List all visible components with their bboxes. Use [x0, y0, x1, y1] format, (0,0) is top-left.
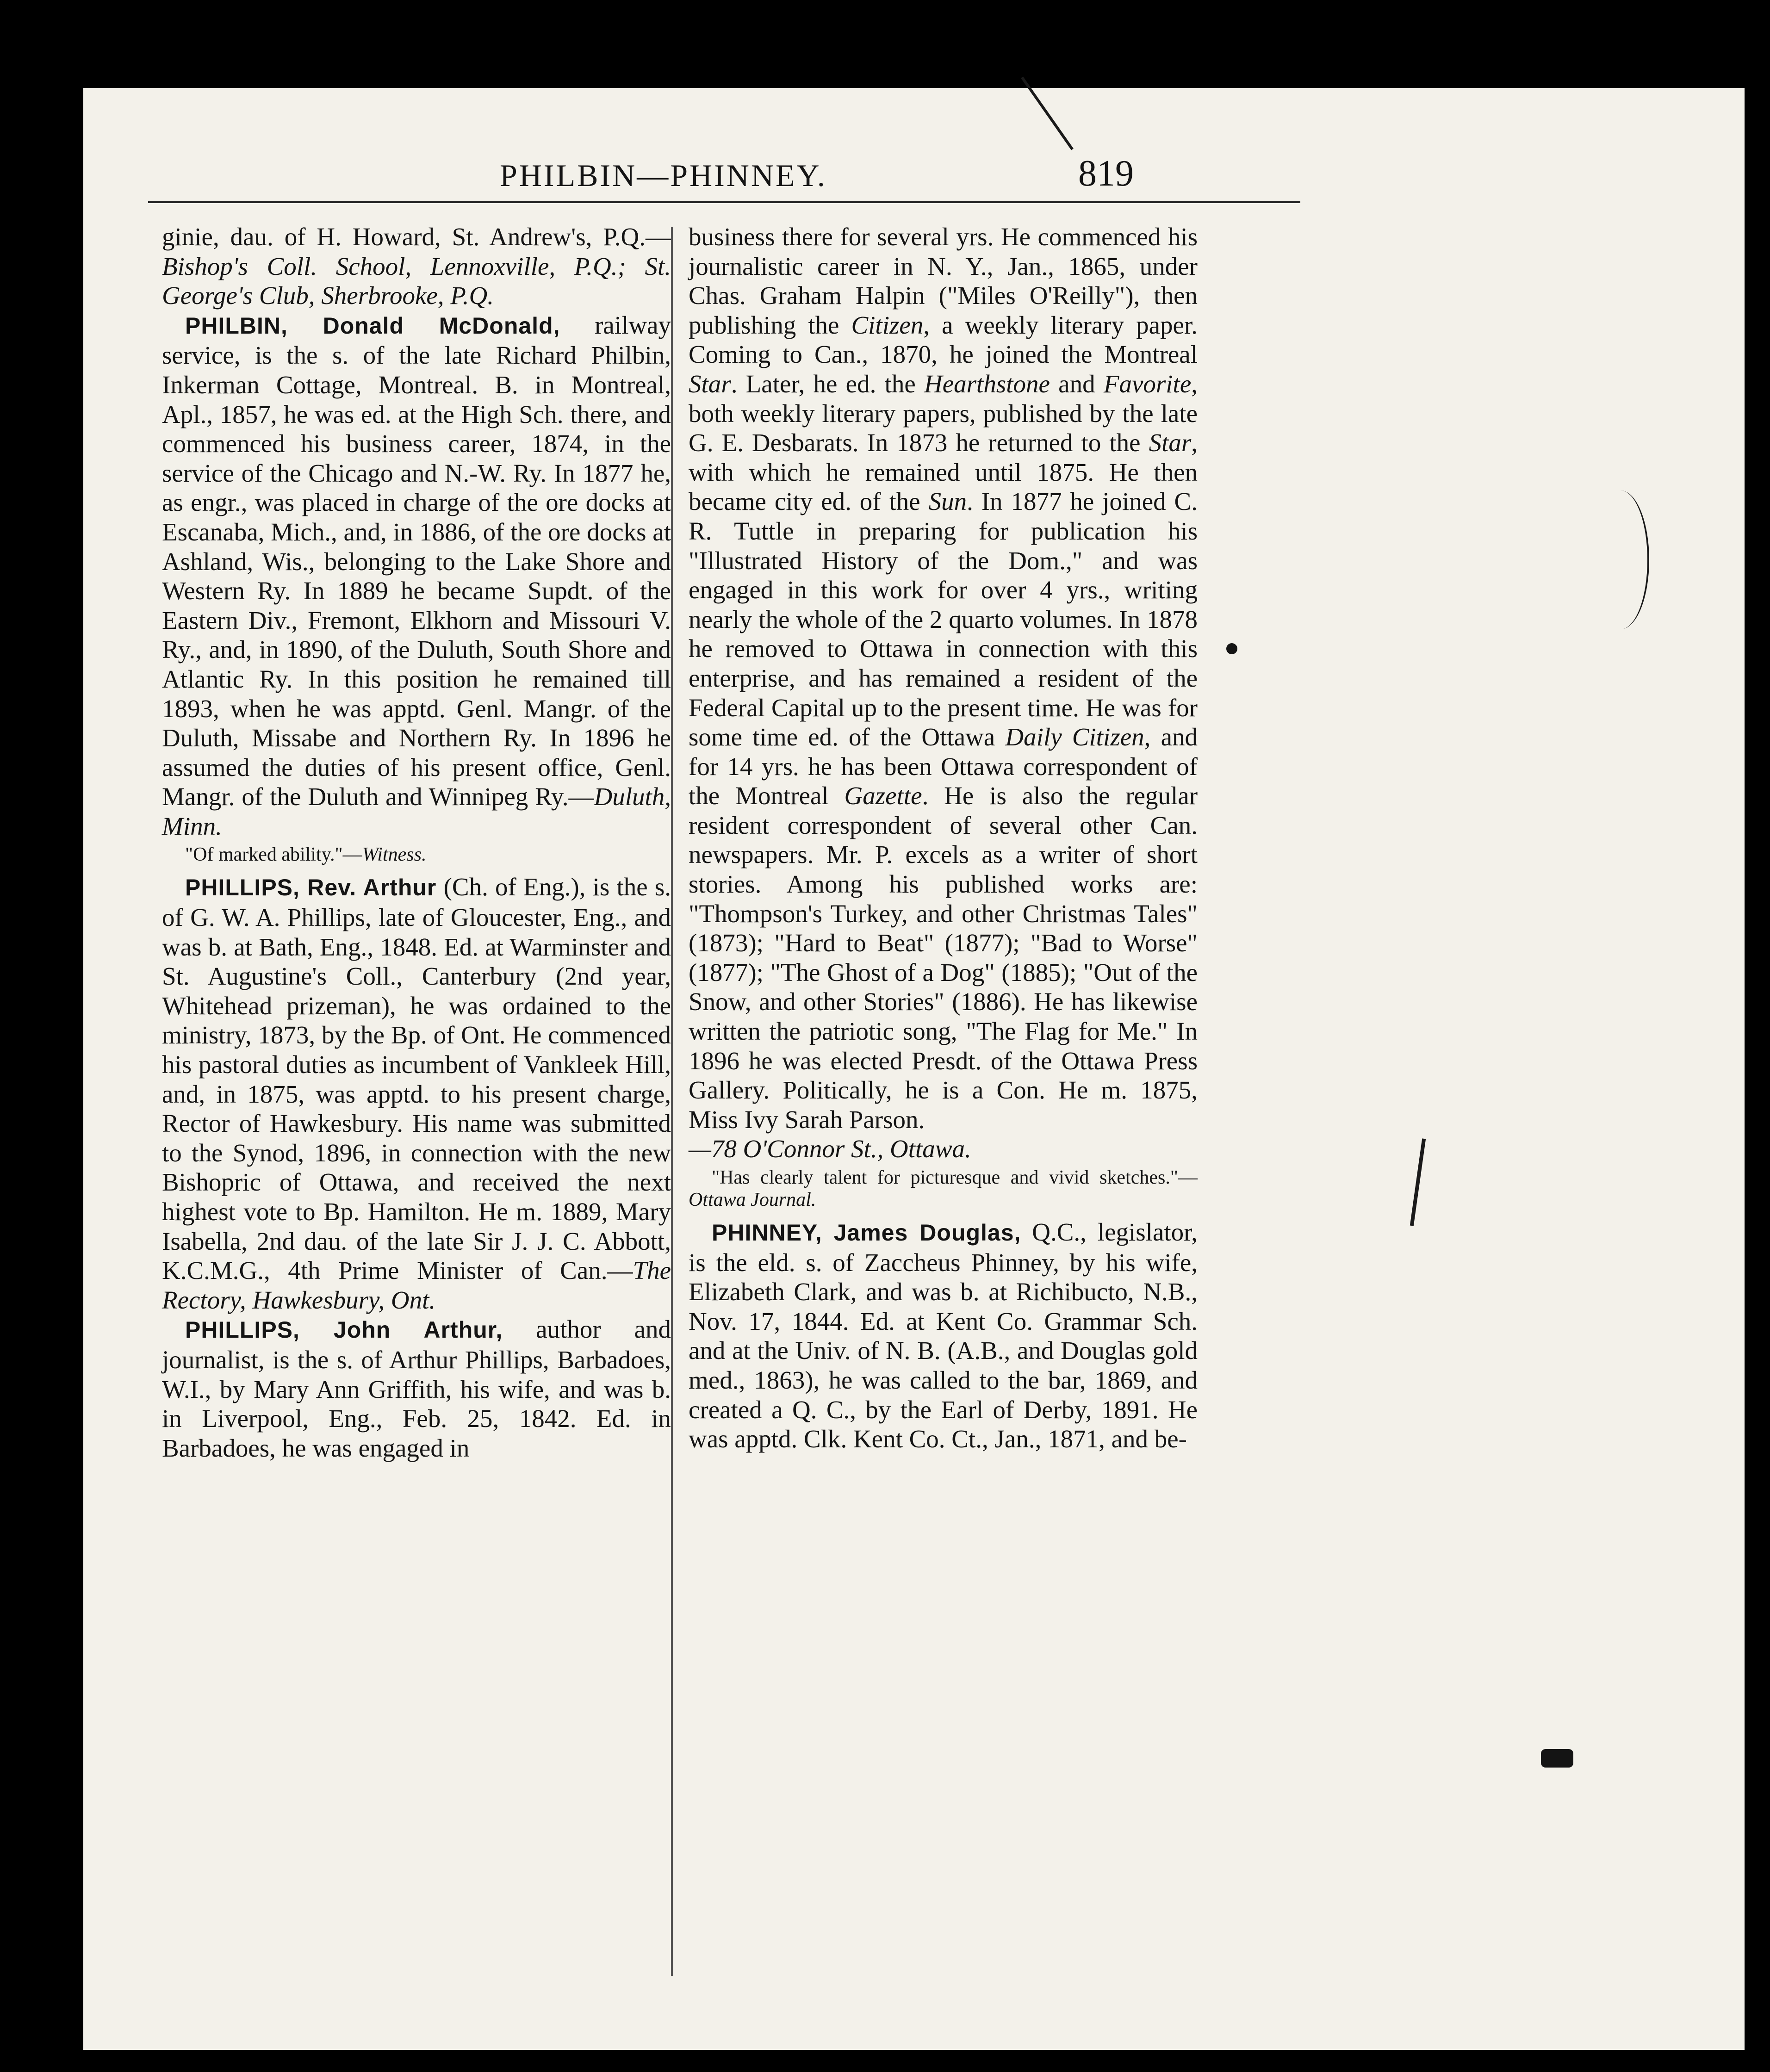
entry-quote	[162, 844, 671, 866]
body-text: business there for several yrs. He commenced his journalistic career in N. Y., Jan., 1865, under Chas. Graham Halpin ("Miles O'Reilly"), then publishing the	[689, 223, 1198, 339]
continuation-text: ginie, dau. of H. Howard, St. Andrew's, P.Q.—	[162, 223, 671, 251]
entry-phinney	[689, 1217, 1198, 1454]
left-column	[162, 222, 671, 1463]
entry-quote	[689, 1166, 1198, 1211]
entry-body: Q.C., legislator, is the eld. s. of Zaccheus Phinney, by his wife, Elizabeth Clark, and was b. at Richibucto, N.B., Nov. 17, 1844. Ed. at Kent Co. Grammar Sch. and at the Univ. of N. B. (A.B., and Douglas gold med., 1863), he was called to the bar, 1869, and created a Q. C., by the Earl of Derby, 1891. He was apptd. Clk. Kent Co. Ct., Jan., 1871, and be-	[689, 1218, 1198, 1453]
entry-philbin	[162, 310, 671, 841]
body-text: , with which he remained until 1875. He then became city ed. of the	[689, 428, 1198, 516]
continuation-entry	[162, 222, 671, 310]
body-text: , both weekly literary papers, published by the late G. E. Desbarats. In 1873 he returned to the	[689, 369, 1198, 457]
margin-mark	[1541, 1749, 1573, 1768]
publication-title: Star	[689, 369, 731, 398]
publication-title: Sun	[928, 487, 967, 516]
quote-text: "Of marked ability."—	[185, 844, 362, 866]
margin-mark	[1021, 76, 1074, 150]
entry-phillips-john	[162, 1315, 671, 1463]
body-text: . Later, he ed. the	[731, 369, 925, 398]
body-text: and	[1050, 369, 1104, 398]
body-text: . In 1877 he joined C. R. Tuttle in preparing for publication his "Illustrated History of the Dom.," and was engaged in this work for over 4 yrs., writing nearly the whole of the 2 quarto volumes. In 1878 he removed to Ottawa in connection with this enterprise, and has remained a resident of the Federal Capital up to the present time. He was for some time ed. of the Ottawa	[689, 487, 1198, 751]
publication-title: Citizen	[851, 310, 924, 339]
entry-phillips-john-continued	[689, 222, 1198, 1164]
entry-name: PHILLIPS, John Arthur,	[185, 1317, 503, 1343]
body-text: . He is also the regular resident correspondent of several other Can. newspapers. Mr. P. excels as a writer of short stories. Among his published works are: "Thompson's Turkey, and other Christmas Tales" (1873); "Hard to Beat" (1877); "Bad to Worse" (1877); "The Ghost of a Dog" (1885); "Out of the Snow, and other Stories" (1886). He has likewise written the patriotic song, "The Flag for Me." In 1896 he was elected Presdt. of the Ottawa Press Gallery. Politically, he is a Con. He m. 1875, Miss Ivy Sarah Parson.	[689, 782, 1198, 1134]
margin-mark	[1410, 1138, 1426, 1226]
entry-name: PHINNEY, James Douglas,	[712, 1220, 1021, 1246]
entry-name: PHILBIN, Donald McDonald,	[185, 312, 560, 339]
publication-title: Star	[1149, 428, 1192, 457]
entry-body: (Ch. of Eng.), is the s. of G. W. A. Phillips, late of Gloucester, Eng., and was b. at Bath, Eng., 1848. Ed. at Warminster and St. Augustine's Coll., Canterbury (2nd year, Whitehead prizeman), he was ordained to the ministry, 1873, by the Bp. of Ont. He commenced his pastoral duties as incumbent of Vankleek Hill, and, in 1875, was apptd. to his present charge, Rector of Hawkesbury. His name was submitted to the Synod, 1896, in connection with the new Bishopric of Ottawa, and received the next highest vote to Bp. Hamilton. He m. 1889, Mary Isabella, 2nd dau. of the late Sir J. J. C. Abbott, K.C.M.G., 4th Prime Minister of Can.—	[162, 873, 671, 1285]
quote-text: "Has clearly talent for picturesque and vivid sketches."—	[712, 1167, 1198, 1188]
scanned-page	[83, 88, 1745, 2050]
entry-address: Duluth, Minn.	[162, 782, 671, 840]
quote-source: Ottawa Journal.	[689, 1189, 816, 1210]
margin-mark	[1226, 643, 1237, 654]
publication-title: Hearthstone	[924, 369, 1050, 398]
continuation-address: Bishop's Coll. School, Lennoxville, P.Q.; St. George's Club, Sherbrooke, P.Q.	[162, 252, 671, 310]
column-divider	[671, 227, 673, 1976]
entry-name: PHILLIPS, Rev. Arthur	[185, 875, 437, 901]
margin-mark	[1592, 490, 1649, 629]
page-number: 819	[1078, 153, 1134, 194]
entry-address: —78 O'Connor St., Ottawa.	[689, 1135, 971, 1163]
publication-title: Daily Citizen	[1005, 723, 1144, 751]
entry-phillips-arthur	[162, 872, 671, 1315]
header-rule	[148, 201, 1300, 203]
body-text: , a weekly literary paper. Coming to Can., 1870, he joined the Montreal	[689, 310, 1198, 369]
entry-body: railway service, is the s. of the late Richard Philbin, Inkerman Cottage, Montreal. B. in Montreal, Apl., 1857, he was ed. at the High Sch. there, and commenced his business career, 1874, in the service of the Chicago and N.-W. Ry. In 1877 he, as engr., was placed in charge of the ore docks at Escanaba, Mich., and, in 1886, of the ore docks at Ashland, Wis., belonging to the Lake Shore and Western Ry. In 1889 he became Supdt. of the Eastern Div., Fremont, Elkhorn and Missouri V. Ry., and, in 1890, of the Duluth, South Shore and Atlantic Ry. In this position he remained till 1893, when he was apptd. Genl. Mangr. of the Duluth, Missabe and Northern Ry. In 1896 he assumed the duties of his present office, Genl. Mangr. of the Duluth and Winnipeg Ry.—	[162, 310, 671, 811]
running-title: PHILBIN—PHINNEY.	[500, 158, 827, 193]
entry-body: author and journalist, is the s. of Arthur Phillips, Barbadoes, W.I., by Mary Ann Griffith, his wife, and was b. in Liverpool, Eng., Feb. 25, 1842. Ed. in Barbadoes, he was engaged in	[162, 1315, 671, 1462]
entry-address: The Rectory, Hawkesbury, Ont.	[162, 1256, 671, 1314]
body-text: , and for 14 yrs. he has been Ottawa correspondent of the Montreal	[689, 723, 1198, 810]
right-column	[689, 222, 1198, 1454]
page-header	[83, 153, 1745, 213]
publication-title: Gazette	[844, 782, 922, 810]
publication-title: Favorite	[1103, 369, 1192, 398]
quote-source: Witness.	[362, 844, 427, 866]
